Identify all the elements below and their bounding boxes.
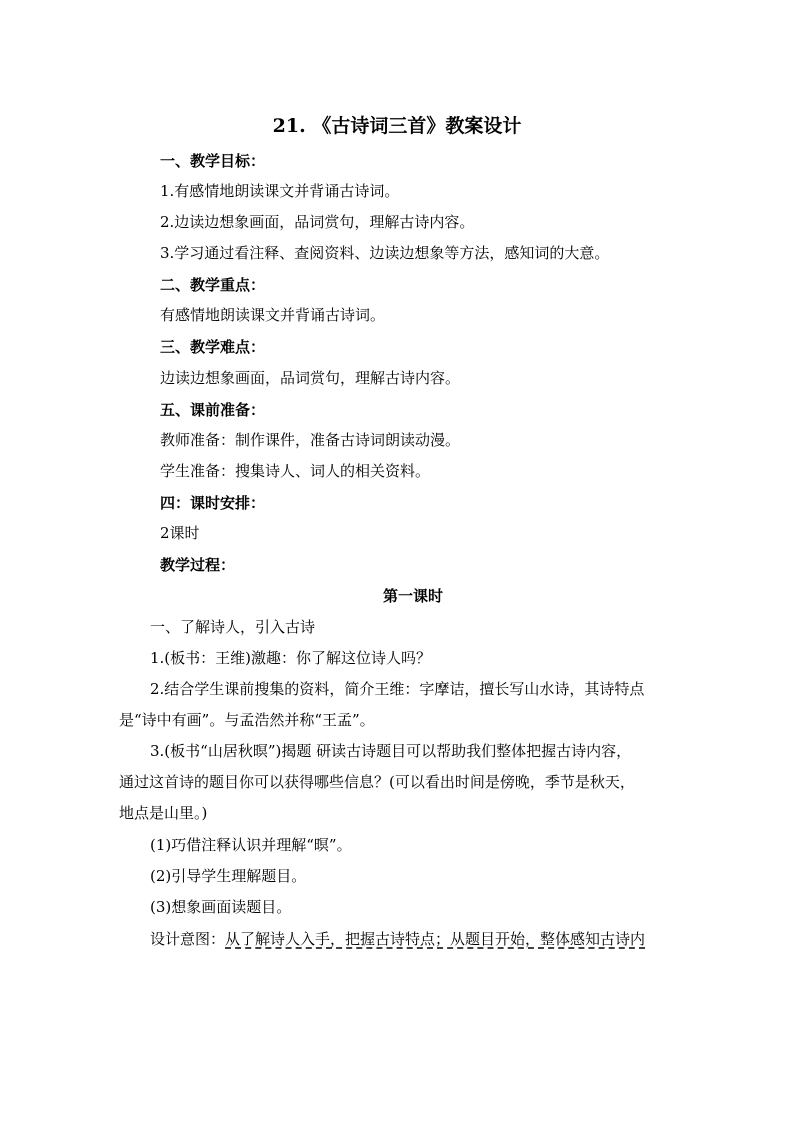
step-1-3-line2: 通过这首诗的题目你可以获得哪些信息？(可以看出时间是傍晚，季节是秋天， xyxy=(119,773,635,791)
sub-item-1: (1)巧借注释认识并理解“暝”。 xyxy=(150,836,352,854)
design-intent-label: 设计意图： xyxy=(150,930,226,948)
page-title: 21. 《古诗词三首》教案设计 xyxy=(272,115,522,137)
hours-text: 2课时 xyxy=(160,524,200,542)
sub-item-2: (2)引导学生理解题目。 xyxy=(150,867,307,885)
step-1-heading: 一、了解诗人，引入古诗 xyxy=(150,618,316,636)
objective-3: 3.学习通过看注释、查阅资料、边读边想象等方法，感知词的大意。 xyxy=(160,244,610,262)
design-intent xyxy=(150,929,645,949)
objectives-heading: 一、教学目标： xyxy=(160,152,266,170)
design-intent-text: 从了解诗人入手，把握古诗特点；从题目开始，整体感知古诗内 xyxy=(225,930,646,948)
difficulty-heading: 三、教学难点： xyxy=(160,338,266,356)
prep-heading: 五、课前准备： xyxy=(160,401,266,419)
sub-item-3: (3)想象画面读题目。 xyxy=(150,898,292,916)
key-heading: 二、教学重点： xyxy=(160,276,266,294)
prep-teacher: 教师准备：制作课件，准备古诗词朗读动漫。 xyxy=(160,431,461,449)
difficulty-text: 边读边想象画面，品词赏句，理解古诗内容。 xyxy=(160,369,461,387)
lesson-heading: 第一课时 xyxy=(382,587,443,605)
step-1-2-line1: 2.结合学生课前搜集的资料，简介王维：字摩诘，擅长写山水诗，其诗特点 xyxy=(150,680,645,698)
step-1-2-line2: 是“诗中有画”。与孟浩然并称“王孟”。 xyxy=(119,711,375,729)
step-1-1: 1.(板书：王维)激趣：你了解这位诗人吗？ xyxy=(150,649,432,667)
objective-1: 1.有感情地朗读课文并背诵古诗词。 xyxy=(160,182,400,200)
key-text: 有感情地朗读课文并背诵古诗词。 xyxy=(160,306,386,324)
step-1-3-line1: 3.(板书“山居秋暝”)揭题 研读古诗题目可以帮助我们整体把握古诗内容， xyxy=(150,742,632,760)
hours-heading: 四：课时安排： xyxy=(160,494,266,512)
prep-student: 学生准备：搜集诗人、词人的相关资料。 xyxy=(160,462,431,480)
objective-2: 2.边读边想象画面，品词赏句，理解古诗内容。 xyxy=(160,213,475,231)
process-heading: 教学过程： xyxy=(160,556,236,574)
step-1-3-line3: 地点是山里。) xyxy=(119,804,208,822)
